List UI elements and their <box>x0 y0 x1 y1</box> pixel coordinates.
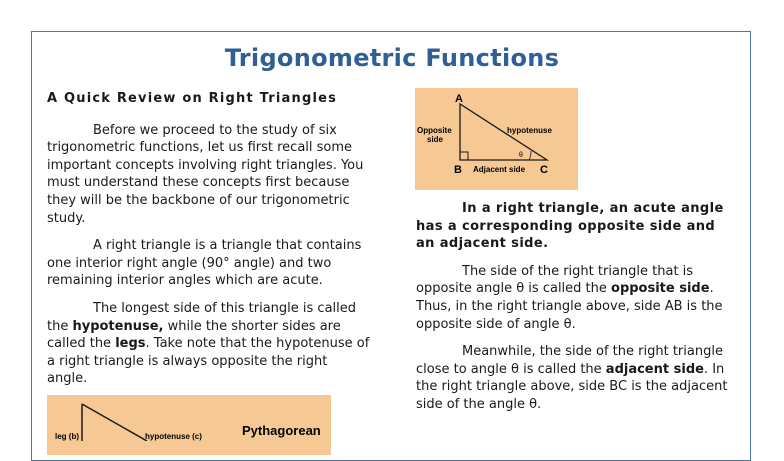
opposite-side-paragraph <box>416 263 738 333</box>
term-adjacent-side: adjacent side <box>605 361 704 377</box>
hypotenuse-line <box>82 404 147 441</box>
adjacent-side-paragraph <box>416 343 738 413</box>
right-angle-marker <box>460 152 468 160</box>
hypotenuse-label: hypotenuse <box>507 126 552 135</box>
pythagorean-caption: Pythagorean <box>242 423 321 438</box>
hypotenuse-paragraph <box>47 300 371 388</box>
vertex-c-label: C <box>540 164 548 176</box>
right-triangle-figure <box>415 88 578 190</box>
right-column <box>416 200 738 424</box>
definition-paragraph: A right triangle is a triangle that contains one interior right angle (90° angle) and two remaining interior angles which are acute. <box>47 238 362 289</box>
text-run: . In the right triangle above, side BC is the adjacent side of the angle θ. <box>416 361 728 412</box>
vertex-b-label: B <box>454 164 462 176</box>
opposite-side-label: Opposite <box>417 126 452 135</box>
pythagorean-diagram <box>47 395 331 441</box>
theta-label: θ <box>519 152 523 159</box>
vertex-a-label: A <box>455 93 463 105</box>
text-run: while the shorter sides are called the <box>47 318 341 352</box>
opposite-side-label-2: side <box>427 135 444 144</box>
section-subheading: A Quick Review on Right Triangles <box>47 91 338 106</box>
angle-arc <box>529 151 531 160</box>
page-title: Trigonometric Functions <box>224 44 560 72</box>
text-run: . Thus, in the right triangle above, side AB is the opposite side of angle θ. <box>416 281 723 332</box>
text-run: The side of the right triangle that is opposite angle θ is called the <box>416 263 694 297</box>
intro-paragraph: Before we proceed to the study of six trigonometric functions, let us first recall some important concepts involving right triangles. You must understand these concepts first because they will be the backbone of our trigonometric study. <box>47 122 364 226</box>
leg-b-label: leg (b) <box>55 432 79 441</box>
triangle-diagram <box>415 88 578 190</box>
key-statement: In a right triangle, an acute angle has a corresponding opposite side and an adjacent side. <box>416 201 724 252</box>
text-run: Meanwhile, the side of the right triangle close to angle θ is called the <box>416 344 723 377</box>
term-hypotenuse: hypotenuse, <box>72 318 164 334</box>
left-column <box>47 90 371 398</box>
hypotenuse-c-label: hypotenuse (c) <box>145 432 202 441</box>
text-run: The longest side of this triangle is called the <box>47 300 357 334</box>
pythagorean-figure <box>47 395 331 455</box>
text-run: . Take note that the hypotenuse of a right triangle is always opposite the right angle. <box>47 336 370 387</box>
adjacent-side-label: Adjacent side <box>473 165 526 174</box>
term-opposite-side: opposite side <box>611 281 710 297</box>
term-legs: legs <box>115 336 146 352</box>
